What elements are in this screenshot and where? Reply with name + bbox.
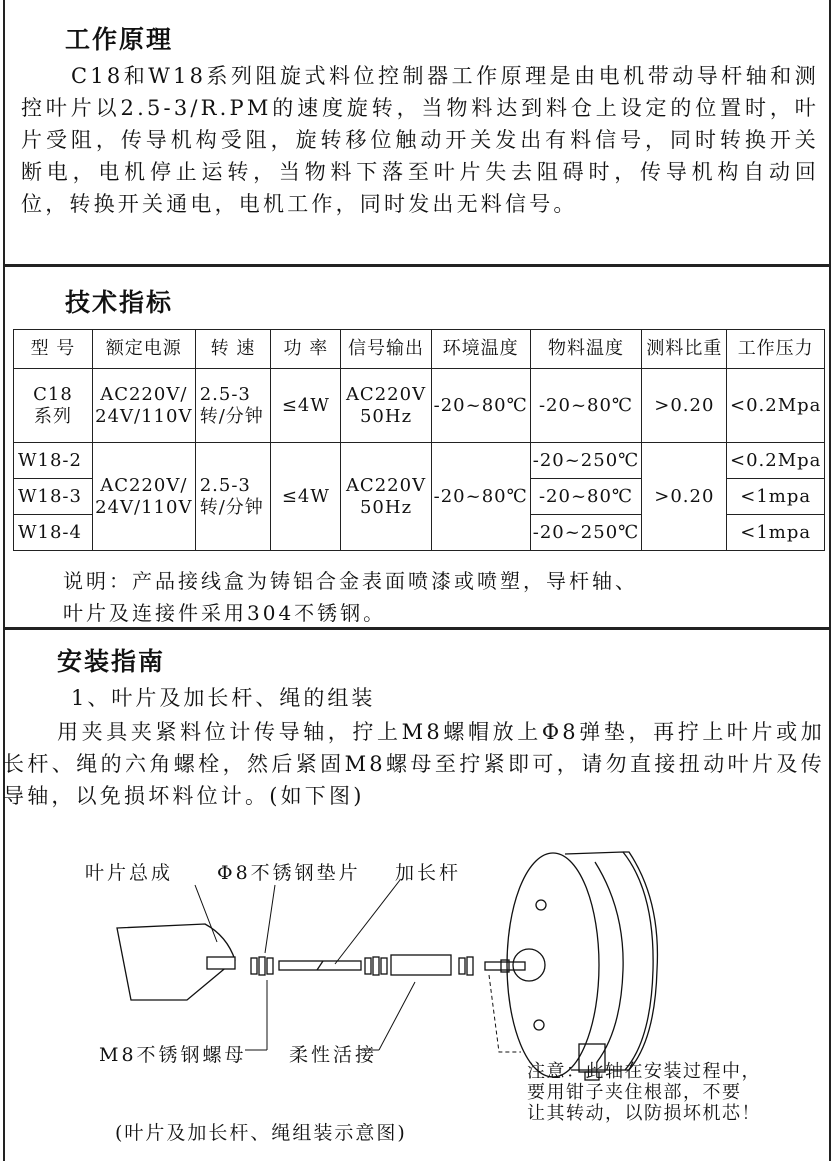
step1-title: 1、叶片及加长杆、绳的组装	[71, 686, 376, 710]
principle-title: 工作原理	[65, 25, 174, 54]
model-cell: W18-4	[14, 515, 93, 551]
pressure-cell: <1mpa	[727, 515, 825, 551]
material-temp-cell: -20~250℃	[530, 443, 642, 479]
speed-line: 转/分钟	[199, 496, 264, 518]
housing-body-shape	[565, 852, 653, 1070]
power-cell	[92, 369, 195, 443]
nut-shape	[459, 958, 465, 974]
header-cell: 转 速	[195, 330, 271, 369]
header-cell: 额定电源	[92, 330, 195, 369]
table-header-row	[14, 330, 825, 369]
signal-line: AC220V	[345, 474, 427, 496]
flexible-joint-shape	[391, 955, 451, 975]
leader-line	[265, 885, 275, 953]
note-line: 叶片及连接件采用304不锈钢。	[63, 601, 387, 625]
leader-line	[379, 982, 415, 1050]
header-cell: 功 率	[271, 330, 341, 369]
warning-line: 让其转动，以防损坏机芯！	[527, 1103, 761, 1124]
diagram-caption: (叶片及加长杆、绳组装示意图)	[115, 1122, 407, 1144]
specs-title: 技术指标	[65, 288, 174, 317]
model-line: 系列	[33, 405, 72, 427]
header-cell: 信号输出	[341, 330, 431, 369]
header-cell: 物料温度	[530, 330, 642, 369]
leader-line	[195, 885, 217, 942]
shaft-shape	[485, 962, 525, 970]
ambient-temp-cell: -20~80℃	[431, 443, 530, 551]
signal-cell	[341, 443, 431, 551]
nut-shape	[381, 958, 387, 974]
model-cell: W18-2	[14, 443, 93, 479]
wattage-cell: ≤4W	[271, 443, 341, 551]
material-note	[63, 565, 638, 629]
label-blade-assembly: 叶片总成	[85, 862, 174, 884]
speed-line: 转/分钟	[199, 405, 264, 427]
signal-line: AC220V	[345, 383, 427, 405]
warning-line: 注意：此轴在安装过程中，	[527, 1061, 761, 1082]
nut-shape	[267, 958, 273, 974]
warning-line: 要用钳子夹住根部，不要	[527, 1082, 742, 1103]
pressure-cell: <0.2Mpa	[727, 369, 825, 443]
header-cell: 测料比重	[642, 330, 727, 369]
label-flexible-joint: 柔性活接	[289, 1044, 378, 1066]
density-cell: >0.20	[642, 369, 727, 443]
ambient-temp-cell: -20~80℃	[431, 369, 530, 443]
speed-cell	[195, 443, 271, 551]
material-temp-cell: -20~80℃	[530, 479, 642, 515]
install-section	[3, 628, 831, 1161]
pressure-cell: <1mpa	[727, 479, 825, 515]
nut-shape	[373, 957, 379, 975]
washer-shape	[251, 958, 257, 974]
nut-shape	[467, 957, 473, 975]
header-cell: 型 号	[14, 330, 93, 369]
leader-line	[489, 975, 521, 1052]
spec-table	[13, 329, 825, 551]
wattage-cell: ≤4W	[271, 369, 341, 443]
density-cell: >0.20	[642, 443, 727, 551]
label-m8-nut: M8不锈钢螺母	[99, 1044, 247, 1066]
nut-shape	[365, 958, 371, 974]
signal-line: 50Hz	[359, 496, 413, 518]
nut-shape	[259, 957, 265, 975]
speed-line: 2.5-3	[199, 474, 251, 496]
signal-line: 50Hz	[359, 405, 413, 427]
header-cell: 环境温度	[431, 330, 530, 369]
power-cell	[92, 443, 195, 551]
table-row-w18-2	[14, 443, 825, 479]
speed-line: 2.5-3	[199, 383, 251, 405]
power-line: AC220V/	[100, 474, 188, 496]
header-cell: 工作压力	[727, 330, 825, 369]
power-line: AC220V/	[100, 383, 188, 405]
table-row-c18	[14, 369, 825, 443]
model-line: C18	[33, 383, 73, 405]
power-line: 24V/110V	[95, 496, 193, 518]
signal-cell	[341, 369, 431, 443]
blade-tab	[207, 957, 235, 969]
power-line: 24V/110V	[95, 405, 193, 427]
specs-section	[3, 265, 831, 629]
principle-section	[3, 0, 831, 266]
label-extension-rod: 加长杆	[395, 862, 462, 884]
speed-cell	[195, 369, 271, 443]
principle-body: C18和W18系列阻旋式料位控制器工作原理是由电机带动导杆轴和测控叶片以2.5-3/R.PM的速度旋转，当物料达到料仓上设定的位置时，叶片受阻，传导机构受阻，旋转移位触动开关发出有料信号，同时转换开关断电，电机停止运转，当物料下落至叶片失去阻碍时，传导机构自动回位，转换开关通电，电机工作，同时发出无料信号。	[21, 64, 819, 216]
step1-body: 用夹具夹紧料位计传导轴，拧上M8螺帽放上Φ8弹垫，再拧上叶片或加长杆、绳的六角螺栓，然后紧固M8螺母至拧紧即可，请勿直接扭动叶片及传导轴，以免损坏料位计。(如下图)	[3, 720, 825, 808]
leader-line	[335, 880, 400, 964]
material-temp-cell: -20~80℃	[530, 369, 642, 443]
warning-note	[527, 1061, 761, 1124]
model-cell	[14, 369, 93, 443]
install-title: 安装指南	[57, 647, 166, 676]
note-line: 说明：产品接线盒为铸铝合金表面喷漆或喷塑，导杆轴、	[63, 569, 638, 593]
pressure-cell: <0.2Mpa	[727, 443, 825, 479]
model-cell: W18-3	[14, 479, 93, 515]
material-temp-cell: -20~250℃	[530, 515, 642, 551]
label-washer: Φ8不锈钢垫片	[217, 862, 361, 884]
